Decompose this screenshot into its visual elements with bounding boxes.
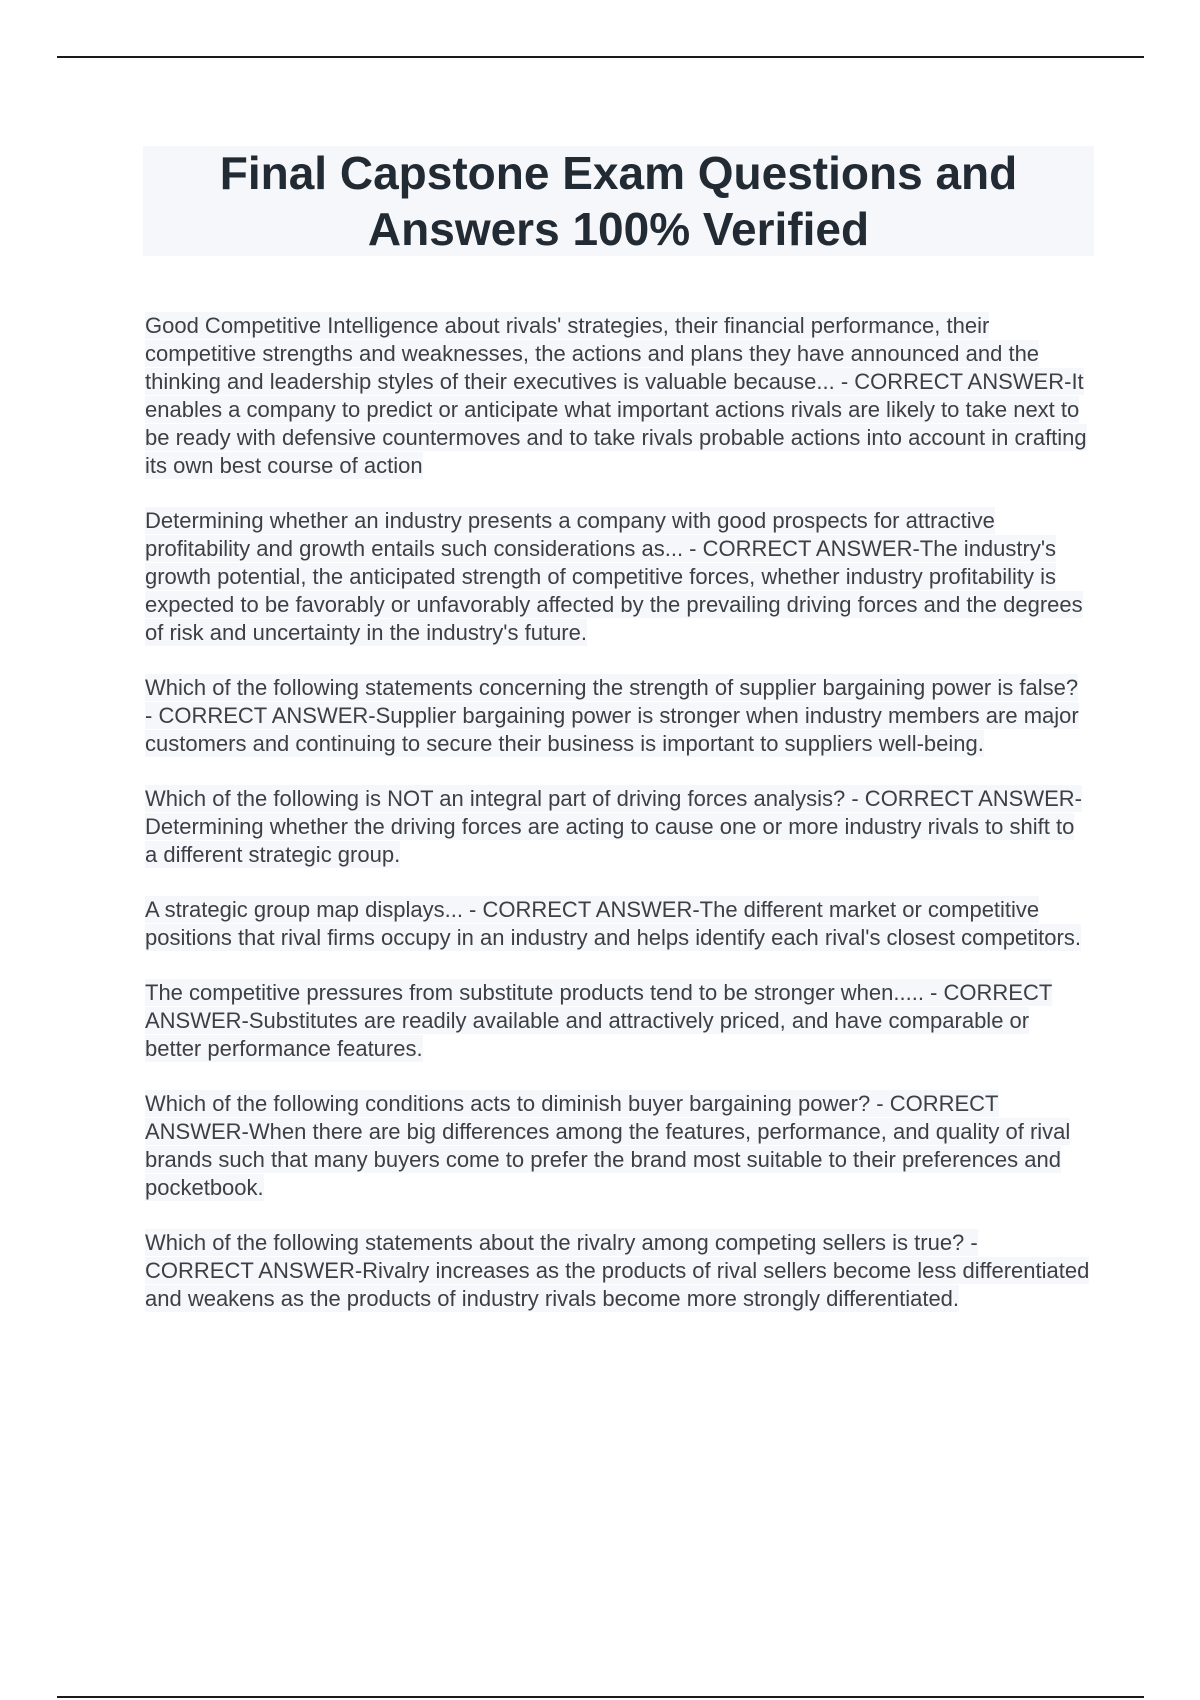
qa-item-2: [145, 507, 1090, 647]
bottom-divider: [57, 1696, 1144, 1698]
qa-item-3: [145, 674, 1090, 758]
top-divider: [57, 56, 1144, 58]
qa-text: The competitive pressures from substitute products tend to be stronger when..... - CORRECT ANSWER-Substitutes are readily available and attractively priced, and have comparable or better performance features.: [145, 980, 1053, 1061]
qa-text: Determining whether an industry presents a company with good prospects for attractive profitability and growth entails such considerations as... - CORRECT ANSWER-The industry's growth potential, the anticipated strength of competitive forces, whether industry profitability is expected to be favorably or unfavorably affected by the prevailing driving forces and the degrees of risk and uncertainty in the industry's future.: [145, 508, 1083, 645]
qa-text: Which of the following statements about the rivalry among competing sellers is true? - CORRECT ANSWER-Rivalry increases as the products of rival sellers become less differentiated and weakens as the products of industry rivals become more strongly differentiated.: [145, 1230, 1090, 1311]
qa-text: Which of the following statements concerning the strength of supplier bargaining power is false? - CORRECT ANSWER-Supplier bargaining power is stronger when industry members are major customers and continuing to secure their business is important to suppliers well-being.: [145, 675, 1079, 756]
qa-item-4: [145, 785, 1090, 869]
title-banner: [143, 146, 1094, 256]
qa-item-5: [145, 896, 1090, 952]
qa-text: Which of the following conditions acts to diminish buyer bargaining power? - CORRECT ANSWER-When there are big differences among the features, performance, and quality of rival brands such that many buyers come to prefer the brand most suitable to their preferences and pocketbook.: [145, 1091, 1071, 1200]
qa-text: Which of the following is NOT an integral part of driving forces analysis? - CORRECT ANSWER-Determining whether the driving forces are acting to cause one or more industry rivals to shift to a different strategic group.: [145, 786, 1082, 867]
qa-text: A strategic group map displays... - CORRECT ANSWER-The different market or competitive positions that rival firms occupy in an industry and helps identify each rival's closest competitors.: [145, 897, 1081, 950]
qa-list: [145, 312, 1090, 1340]
document-title: Final Capstone Exam Questions and Answers 100% Verified: [219, 147, 1018, 255]
qa-text: Good Competitive Intelligence about rivals' strategies, their financial performance, their competitive strengths and weaknesses, the actions and plans they have announced and the thinking and leadership styles of their executives is valuable because... - CORRECT ANSWER-It enables a company to predict or anticipate what important actions rivals are likely to take next to be ready with defensive countermoves and to take rivals probable actions into account in crafting its own best course of action: [145, 313, 1087, 478]
qa-item-1: [145, 312, 1090, 480]
qa-item-7: [145, 1090, 1090, 1202]
qa-item-8: [145, 1229, 1090, 1313]
qa-item-6: [145, 979, 1090, 1063]
